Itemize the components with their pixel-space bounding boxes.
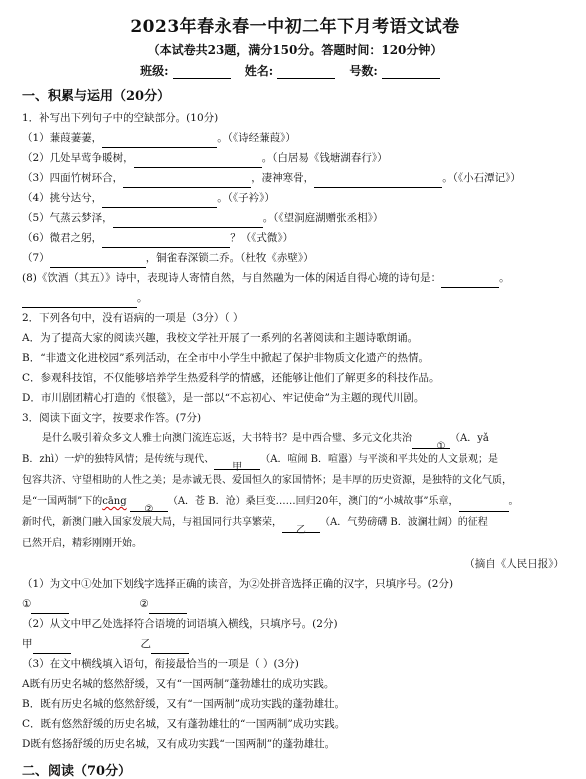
seat-blank[interactable] bbox=[382, 66, 440, 79]
q1-item-2: （2）几处早莺争暖树， 。（白居易《钱塘湖春行》） bbox=[22, 148, 568, 168]
answer-blank[interactable] bbox=[22, 295, 137, 308]
exam-title: 2023年春永春一中初二年下月考语文试卷 bbox=[130, 17, 460, 37]
name-blank[interactable] bbox=[277, 66, 335, 79]
exam-subtitle: （本试卷共23题，满分150分。答题时间：120分钟） bbox=[147, 43, 443, 57]
answer-blank[interactable] bbox=[102, 235, 230, 248]
question-1-intro: 1．补写出下列句子中的空缺部分。(10分) bbox=[22, 112, 219, 124]
q1-item-8-continued: 。 bbox=[22, 288, 568, 308]
q1-item-8: (8)《饮酒（其五）》诗中，表现诗人寄情自然，与自然融为一体的闲适自得心境的诗句是： 。 bbox=[22, 268, 568, 288]
answer-blank[interactable] bbox=[123, 175, 251, 188]
answer-blank[interactable] bbox=[102, 135, 217, 148]
seat-label: 号数: bbox=[349, 64, 378, 78]
class-blank[interactable] bbox=[173, 66, 231, 79]
answer-blank[interactable] bbox=[113, 215, 263, 228]
passage-blank-jia[interactable]: 甲 bbox=[214, 457, 260, 470]
q2-option-b: B．“非遗文化进校园”系列活动，在全市中小学生中掀起了保护非物质文化遗产的热情。 bbox=[22, 352, 429, 364]
q1-item-1: （1）蒹葭萋萋， 。（《诗经蒹葭》） bbox=[22, 128, 568, 148]
passage-source: （摘自《人民日报》） bbox=[464, 558, 564, 570]
answer-blank[interactable] bbox=[31, 601, 69, 614]
passage-blank-2[interactable]: ② bbox=[130, 499, 168, 512]
answer-blank[interactable] bbox=[441, 275, 499, 288]
answer-blank[interactable] bbox=[33, 641, 71, 654]
reading-passage: 是什么吸引着众多文人雅士向澳门流连忘返，大书特书？是中西合璧、多元文化共治①（A．yǎ B．zhì）一炉的独特风情；是传统与现代、甲（A．喧闹 B．喧嚣）与平淡和平共处的人文景观；是 包容共济、守望相助的人性之美；是赤诚无畏、爱国恒久的家国情怀；是丰厚的历史资源，是独特的文化气质， 是“一国两制”下的cāng ②（A．苍 B．沧）桑巨变……回归20年，澳门的“小城故事”乐章， 。 新时代，新澳门融入国家发展大局，与祖国同行共享繁荣，乙（A．气势磅礴 B．波澜壮阔）的征程 已然开启，精彩刚刚开始。 bbox=[22, 433, 519, 549]
section-1-title: 一、积累与运用（20分） bbox=[22, 89, 171, 104]
q3-sub-3-option-d: D既有悠扬舒缓的历史名城，又有成功实践“一国两制”的蓬勃雄壮。 bbox=[22, 738, 336, 750]
q3-sub-2: （2）从文中甲乙处选择符合语境的词语填入横线，只填序号。(2分) bbox=[22, 618, 338, 630]
q2-option-c: C．参观科技馆，不仅能够培养学生热爱科学的情感，还能够让他们了解更多的科技作品。 bbox=[22, 372, 440, 384]
passage-blank-yi[interactable]: 乙 bbox=[282, 520, 320, 533]
q2-option-a: A．为了提高大家的阅读兴趣，我校文学社开展了一系列的名著阅读和主题诗歌朗诵。 bbox=[22, 332, 419, 344]
section-2-title: 二、阅读（70分） bbox=[22, 764, 132, 779]
name-label: 姓名: bbox=[244, 64, 274, 78]
q1-item-6: （6）微君之躬， ？（《式微》） bbox=[22, 228, 568, 248]
q1-item-3: （3）四面竹树环合， ，凄神寒骨， 。（《小石潭记》） bbox=[22, 168, 568, 188]
question-3: 3．阅读下面文字，按要求作答。(7分) bbox=[22, 412, 202, 424]
passage-blank-1[interactable]: ① bbox=[412, 436, 450, 449]
q1-item-5: （5）气蒸云梦泽， 。（《望洞庭湖赠张丞相》） bbox=[22, 208, 568, 228]
question-2: 2．下列各句中，没有语病的一项是（3分）（ ） bbox=[22, 312, 244, 324]
answer-blank[interactable] bbox=[134, 155, 262, 168]
q3-sub-3-option-c: C．既有悠然舒缓的历史名城，又有蓬勃雄壮的“一国两制”成功实践。 bbox=[22, 718, 346, 730]
passage-blank-sentence[interactable] bbox=[459, 499, 509, 512]
q3-sub-1-answers: ① ② bbox=[22, 594, 568, 614]
answer-blank[interactable] bbox=[149, 601, 187, 614]
answer-blank[interactable] bbox=[314, 175, 442, 188]
student-info-row bbox=[22, 62, 568, 79]
q3-sub-3: （3）在文中横线填入语句，衔接最恰当的一项是（ ）(3分) bbox=[22, 658, 299, 670]
q1-item-7: （7） ，铜雀春深锁二乔。（杜牧《赤壁》） bbox=[22, 248, 568, 268]
q1-item-4: （4）挑兮达兮， 。（《子衿》） bbox=[22, 188, 568, 208]
q3-sub-2-answers: 甲 乙 bbox=[22, 634, 568, 654]
answer-blank[interactable] bbox=[102, 195, 217, 208]
q3-sub-1: （1）为文中①处加下划线字选择正确的读音，为②处拼音选择正确的汉字，只填序号。(2分) bbox=[22, 578, 454, 590]
answer-blank[interactable] bbox=[50, 255, 146, 268]
q3-sub-3-option-a: A既有历史名城的悠然舒缓，又有“一国两制”蓬勃雄壮的成功实践。 bbox=[22, 678, 335, 690]
answer-blank[interactable] bbox=[151, 641, 189, 654]
q2-option-d: D．市川剧团精心打造的《恨毯》，是一部以“不忘初心、牢记使命”为主题的现代川剧。 bbox=[22, 392, 425, 404]
q3-sub-3-option-b: B．既有历史名城的悠然舒缓，又有“一国两制”成功实践的蓬勃雄壮。 bbox=[22, 698, 345, 710]
class-label: 班级: bbox=[140, 64, 169, 78]
